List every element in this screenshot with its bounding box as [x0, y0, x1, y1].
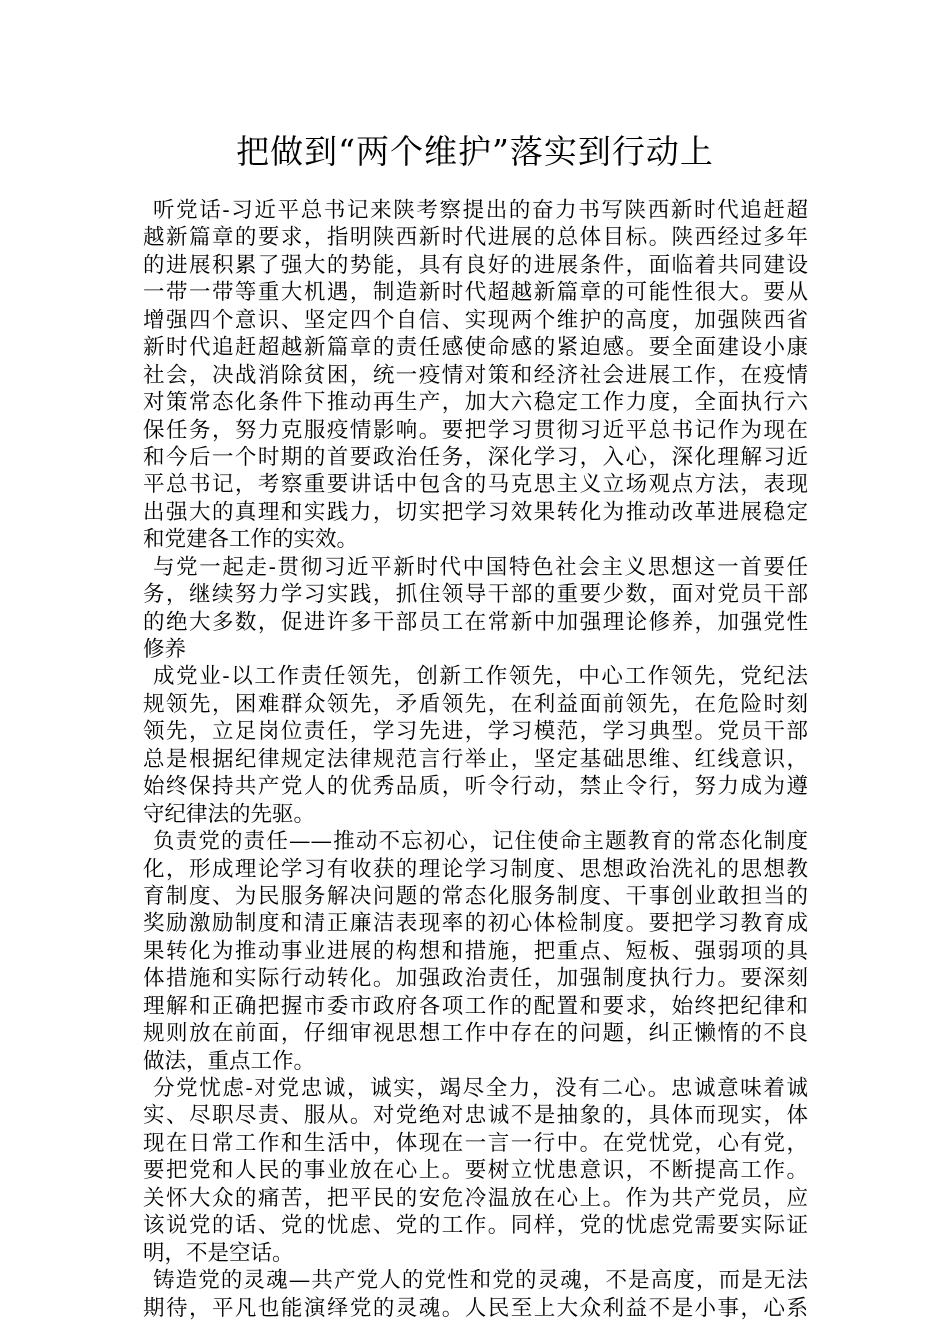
text-line: 化，形成理论学习有收获的理论学习制度、思想政治洗礼的思想教 [143, 856, 808, 882]
text-line: 体措施和实际行动转化。加强政治责任，加强制度执行力。要深刻 [143, 966, 808, 992]
text-line: 规领先，困难群众领先，矛盾领先，在利益面前领先，在危险时刻 [143, 691, 808, 717]
text-line: 对策常态化条件下推动再生产，加大六稳定工作力度，全面执行六 [143, 390, 808, 416]
text-line: 要把党和人民的事业放在心上。要树立忧患意识，不断提高工作。 [143, 1158, 808, 1184]
text-line: 明，不是空话。 [143, 1240, 294, 1266]
text-line: 务，继续努力学习实践，抓住领导干部的重要少数，面对党员干部 [143, 582, 808, 608]
text-line: 期待，平凡也能演绎党的灵魂。人民至上大众利益不是小事，心系 [143, 1295, 808, 1321]
text-line: 总是根据纪律规定法律规范言行举止，坚定基础思维、红线意识， [143, 746, 808, 772]
document-title: 把做到“两个维护”落实到行动上 [236, 132, 714, 171]
text-line: 始终保持共产党人的优秀品质，听令行动，禁止令行，努力成为遵 [143, 774, 808, 800]
text-line: 平总书记，考察重要讲话中包含的马克思主义立场观点方法，表现 [143, 472, 808, 498]
text-line: 社会，决战消除贫困，统一疫情对策和经济社会进展工作，在疫情 [143, 362, 808, 388]
text-line: 奖励激励制度和清正廉洁表现率的初心体检制度。要把学习教育成 [143, 911, 808, 937]
text-line: 规则放在前面，仔细审视思想工作中存在的问题，纠正懒惰的不良 [143, 1021, 808, 1047]
text-line: 出强大的真理和实践力，切实把学习效果转化为推动改革进展稳定 [143, 499, 808, 525]
text-line: 越新篇章的要求，指明陕西新时代进展的总体目标。陕西经过多年 [143, 225, 808, 251]
document-body [143, 197, 808, 1322]
text-line: 分党忧虑-对党忠诚，诚实，竭尽全力，没有二心。忠诚意味着诚 [153, 1076, 808, 1101]
text-line: 和今后一个时期的首要政治任务，深化学习，入心，深化理解习近 [143, 444, 808, 470]
text-line: 现在日常工作和生活中，体现在一言一行中。在党忧党，心有党， [143, 1130, 808, 1156]
text-line: 听党话-习近平总书记来陕考察提出的奋力书写陕西新时代追赶超 [153, 198, 808, 223]
text-line: 新时代追赶超越新篇章的责任感使命感的紧迫感。要全面建设小康 [143, 335, 808, 361]
text-line: 领先，立足岗位责任，学习先进，学习模范，学习典型。党员干部 [143, 719, 808, 745]
text-line: 成党业-以工作责任领先，创新工作领先，中心工作领先，党纪法 [153, 664, 808, 690]
text-line: 铸造党的灵魂—共产党人的党性和党的灵魂，不是高度，而是无法 [153, 1268, 808, 1294]
text-line: 守纪律法的先驱。 [143, 801, 316, 827]
text-line: 该说党的话、党的忧虑、党的工作。同样，党的忧虑党需要实际证 [143, 1213, 808, 1239]
text-line: 保任务，努力克服疫情影响。要把学习贯彻习近平总书记作为现在 [143, 417, 808, 443]
text-line: 理解和正确把握市委市政府各项工作的配置和要求，始终把纪律和 [143, 993, 808, 1019]
text-line: 与党一起走-贯彻习近平新时代中国特色社会主义思想这一首要任 [153, 554, 808, 580]
text-line: 负责党的责任——推动不忘初心，记住使命主题教育的常态化制度 [153, 829, 808, 855]
text-line: 和党建各工作的实效。 [143, 527, 359, 553]
text-line: 育制度、为民服务解决问题的常态化服务制度、干事创业敢担当的 [143, 883, 808, 909]
text-line: 果转化为推动事业进展的构想和措施，把重点、短板、强弱项的具 [143, 938, 808, 964]
text-line: 增强四个意识、坚定四个自信、实现两个维护的高度，加强陕西省 [143, 307, 808, 333]
text-line: 做法，重点工作。 [143, 1048, 316, 1074]
text-line: 一带一带等重大机遇，制造新时代超越新篇章的可能性很大。要从 [143, 280, 808, 306]
text-line: 修养 [143, 637, 187, 662]
text-line: 的进展积累了强大的势能，具有良好的进展条件，面临着共同建设 [143, 252, 808, 278]
text-line: 实、尽职尽责、服从。对党绝对忠诚不是抽象的，具体而现实，体 [143, 1103, 808, 1129]
text-line: 关怀大众的痛苦，把平民的安危冷温放在心上。作为共产党员，应 [143, 1185, 808, 1211]
text-line: 的绝大多数，促进许多干部员工在常新中加强理论修养，加强党性 [143, 609, 808, 635]
